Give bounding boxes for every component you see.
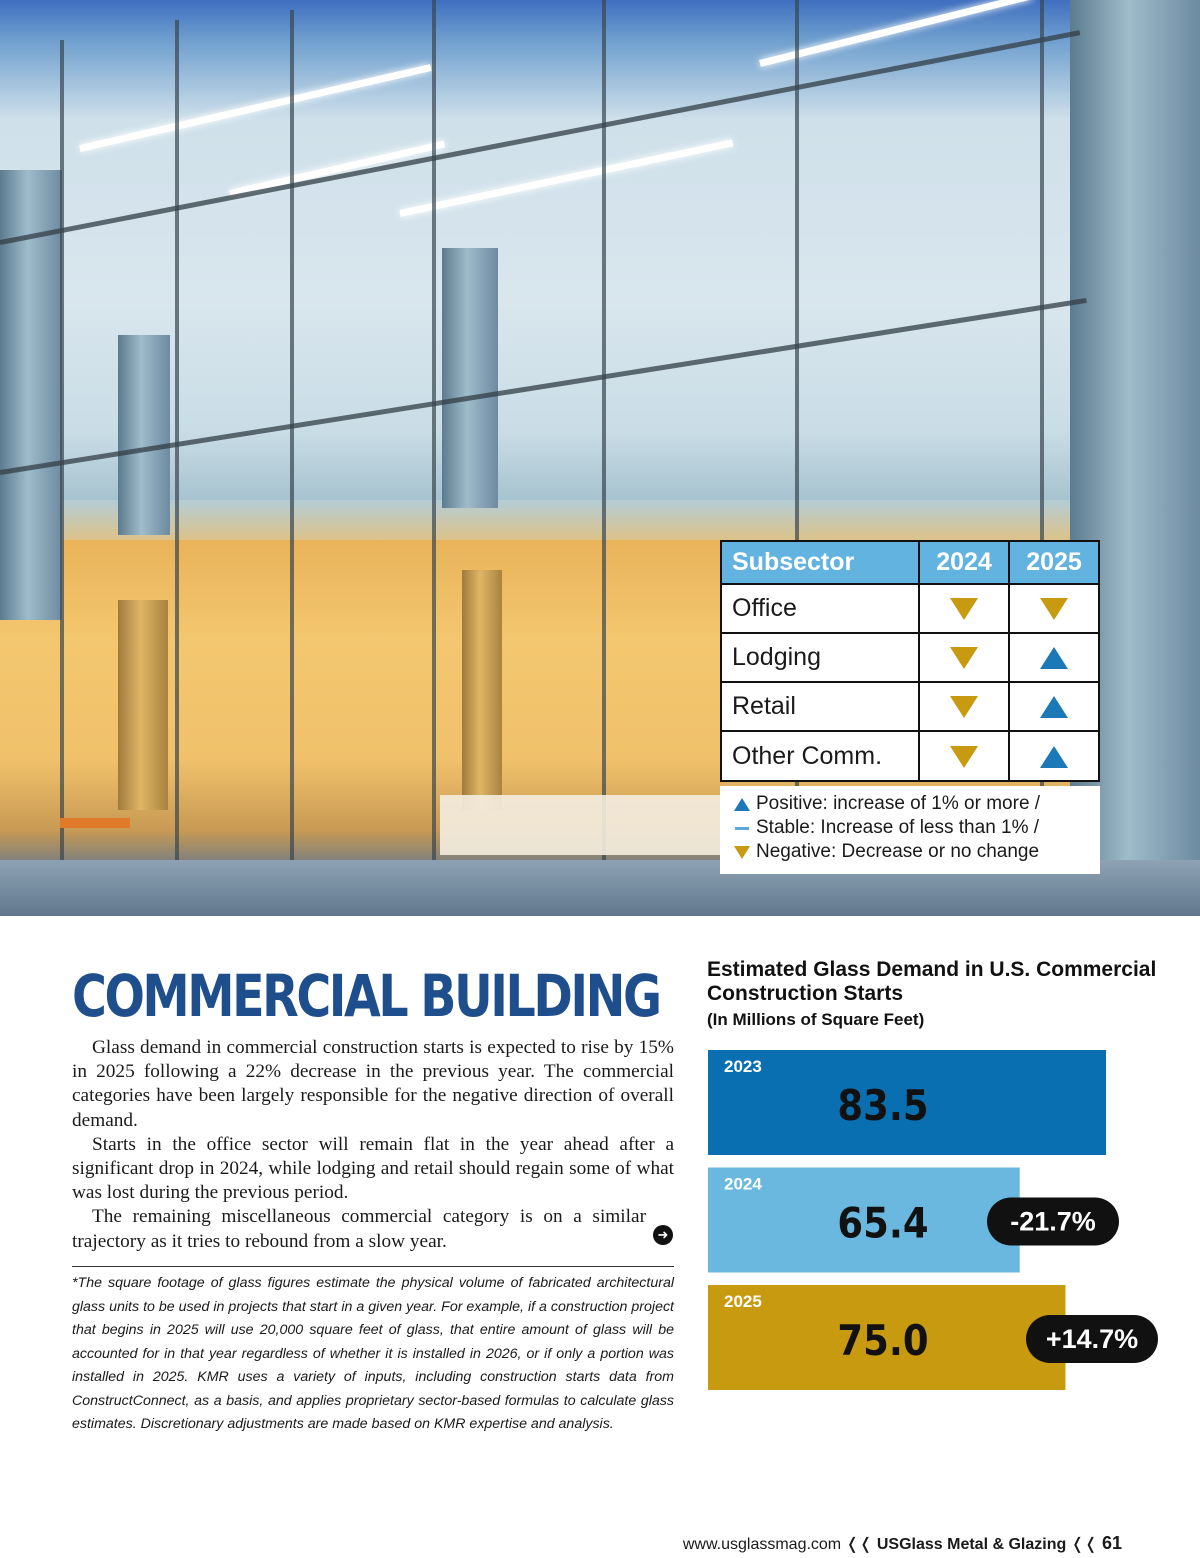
section-heading: COMMERCIAL BUILDING [72, 962, 660, 1030]
bar-category-label: 2024 [724, 1174, 762, 1194]
up-arrow-icon [1040, 746, 1068, 768]
continue-arrow-icon: ➜ [653, 1225, 673, 1245]
divider [72, 1266, 674, 1267]
subsector-label: Retail [722, 682, 919, 731]
column [118, 335, 170, 535]
dash-icon [735, 827, 749, 830]
trend-2024 [919, 682, 1009, 731]
ceiling-band [0, 500, 1200, 540]
mullion [60, 40, 64, 860]
trend-legend [720, 786, 1100, 874]
table-row [722, 633, 1098, 682]
legend-negative-text: Negative: Decrease or no change [756, 841, 1040, 862]
table-row [722, 584, 1098, 633]
change-label: +14.7% [1045, 1324, 1139, 1354]
trend-2024 [919, 633, 1009, 682]
glass-rail [0, 30, 1080, 245]
bar-value-label: 75.0 [837, 1316, 929, 1366]
footnote: *The square footage of glass figures estimate the physical volume of fabricated architectural glass units to be used in projects that start in a given year. For example, if a construction project that begins in 2025 will use 20,000 square feet of glass, that entire amount of glass will be accounted for in that year regardless of whether it is installed in 2026, or if only a portion was installed in 2025. KMR uses a variety of inputs, including construction starts data from ConstructConnect, as a basis, and applies proprietary sector-based formulas to calculate glass estimates. Discretionary adjustments are made based on KMR expertise and analysis. [72, 1275, 674, 1432]
paragraph: Glass demand in commercial construction starts is expected to rise by 15% in 2025 following a 22% decrease in the previous year. The commercial categories have been largely responsible for the negative direction of overall demand. [72, 1037, 674, 1131]
column [442, 248, 498, 508]
paragraph: The remaining miscellaneous commercial category is on a similar trajectory as it tries to rebound from a slow year. [72, 1206, 646, 1252]
footer-separator: ❬❬ [1070, 1536, 1098, 1553]
down-arrow-icon [950, 647, 978, 669]
mullion [432, 0, 436, 870]
trend-2024 [919, 584, 1009, 633]
column [462, 570, 502, 810]
chart-subtitle: (In Millions of Square Feet) [707, 1010, 925, 1029]
down-arrow-icon [950, 598, 978, 620]
legend-negative [732, 840, 1100, 864]
bar-value-label: 83.5 [837, 1081, 929, 1131]
bar-category-label: 2025 [724, 1292, 762, 1311]
ceiling-light [759, 0, 1032, 67]
trend-2025 [1009, 731, 1098, 780]
footer-separator: ❬❬ [845, 1536, 873, 1553]
legend-stable [732, 816, 1100, 840]
trend-2025 [1009, 633, 1098, 682]
mullion [175, 20, 179, 870]
subsector-table [720, 540, 1100, 782]
up-arrow-icon [1040, 696, 1068, 718]
subsector-label: Lodging [722, 633, 919, 682]
subsector-label: Other Comm. [722, 731, 919, 780]
trend-2025 [1009, 682, 1098, 731]
subsector-label: Office [722, 584, 919, 633]
table-row [722, 731, 1098, 780]
footer-magazine: USGlass Metal & Glazing [876, 1536, 1067, 1553]
legend-stable-text: Stable: Increase of less than 1% / [756, 817, 1040, 838]
down-arrow-icon [950, 696, 978, 718]
paragraph: Starts in the office sector will remain flat in the year ahead after a significant drop in 2024, while lodging and retail should regain some of what was lost during the previous period. [72, 1133, 674, 1204]
legend-positive [732, 792, 1100, 816]
bar-category-label: 2023 [724, 1057, 762, 1076]
header-2024: 2024 [919, 542, 1009, 584]
up-arrow-icon [1040, 647, 1068, 669]
table-row [722, 682, 1098, 731]
up-arrow-icon [734, 798, 750, 811]
header-subsector: Subsector [722, 542, 919, 584]
chart-title: Estimated Glass Demand in U.S. Commercial Construction Starts [707, 958, 1157, 1005]
mullion [290, 10, 294, 870]
legend-positive-text: Positive: increase of 1% or more / [756, 793, 1041, 814]
down-arrow-icon [950, 746, 978, 768]
page-footer [0, 1533, 1122, 1554]
trend-2024 [919, 731, 1009, 780]
ceiling-light [79, 64, 431, 152]
ceiling-light [399, 139, 733, 217]
footer-url: www.usglassmag.com [682, 1536, 842, 1553]
page-number: 61 [1101, 1533, 1122, 1553]
bench [60, 818, 130, 828]
change-label: -21.7% [1010, 1206, 1096, 1237]
bar-value-label: 65.4 [837, 1199, 929, 1249]
column [118, 600, 168, 810]
bar-chart [700, 1040, 1180, 1400]
down-arrow-icon [734, 846, 750, 859]
article-body [72, 1036, 674, 1254]
mullion [602, 0, 606, 880]
header-2025: 2025 [1009, 542, 1098, 584]
trend-2025 [1009, 584, 1098, 633]
down-arrow-icon [1040, 598, 1068, 620]
